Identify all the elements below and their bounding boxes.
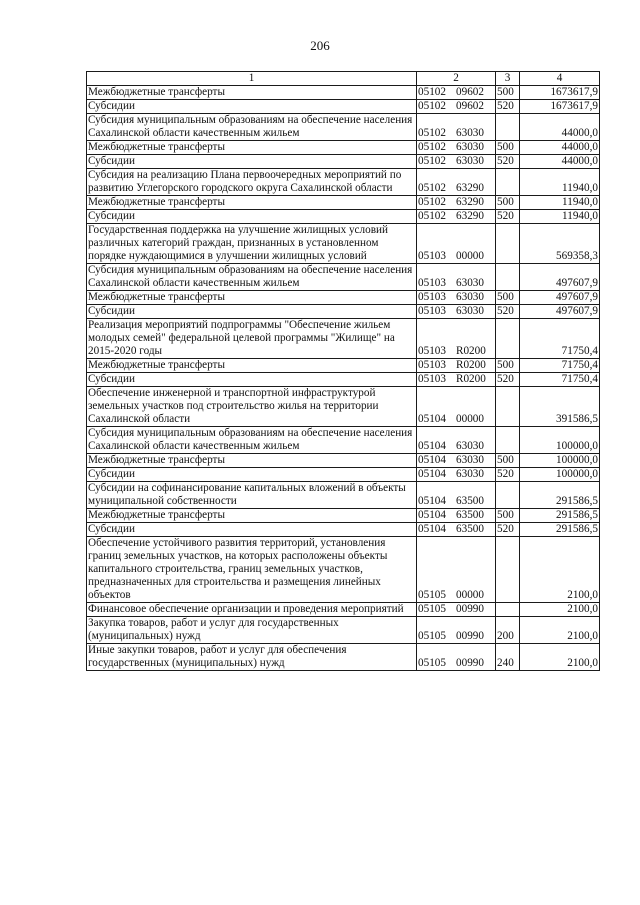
row-sum: 100000,0: [520, 468, 600, 482]
row-code-section: 05104: [418, 523, 446, 535]
row-code-section: 05104: [418, 495, 446, 507]
row-expense-type: 520: [496, 155, 520, 169]
row-code-section: 05102: [418, 86, 446, 98]
row-code-section: 05104: [418, 413, 446, 425]
row-expense-type: [496, 114, 520, 141]
table-row: [87, 196, 600, 210]
budget-table: [86, 71, 600, 671]
row-expense-type: [496, 537, 520, 603]
row-expense-type: 500: [496, 141, 520, 155]
row-code-article: 63030: [456, 127, 484, 139]
row-code: [417, 100, 496, 114]
row-expense-type: 520: [496, 373, 520, 387]
row-name: Межбюджетные трансферты: [87, 141, 417, 155]
row-expense-type: 500: [496, 359, 520, 373]
row-code-article: 00000: [456, 250, 484, 262]
row-code: [417, 427, 496, 454]
row-code: [417, 210, 496, 224]
row-code-section: 05105: [418, 589, 446, 601]
row-code: [417, 224, 496, 264]
row-code-article: 63500: [456, 509, 484, 521]
row-expense-type: [496, 319, 520, 359]
row-code: [417, 537, 496, 603]
table-row: [87, 387, 600, 427]
table-row: [87, 427, 600, 454]
row-code-article: 63030: [456, 141, 484, 153]
row-expense-type: 200: [496, 617, 520, 644]
row-code: [417, 387, 496, 427]
row-code: [417, 86, 496, 100]
table-row: [87, 537, 600, 603]
row-code-section: 05102: [418, 141, 446, 153]
row-expense-type: 520: [496, 468, 520, 482]
table-row: [87, 617, 600, 644]
table-row: [87, 644, 600, 671]
row-code: [417, 319, 496, 359]
row-sum: 497607,9: [520, 264, 600, 291]
row-code: [417, 291, 496, 305]
row-name: Субсидия муниципальным образованиям на обеспечение населения Сахалинской области качественным жильем: [87, 427, 417, 454]
row-name: Межбюджетные трансферты: [87, 509, 417, 523]
row-code: [417, 196, 496, 210]
row-code: [417, 454, 496, 468]
row-code-article: R0200: [456, 373, 486, 385]
row-code-article: 63290: [456, 182, 484, 194]
row-code-article: 00990: [456, 630, 484, 642]
row-name: Субсидии: [87, 155, 417, 169]
row-sum: 291586,5: [520, 482, 600, 509]
row-code-article: 63030: [456, 454, 484, 466]
header-col-name: 1: [87, 72, 417, 86]
row-code: [417, 523, 496, 537]
row-code-section: 05103: [418, 359, 446, 371]
row-name: Закупка товаров, работ и услуг для государственных (муниципальных) нужд: [87, 617, 417, 644]
table-row: [87, 319, 600, 359]
row-code: [417, 141, 496, 155]
row-expense-type: [496, 169, 520, 196]
table-row: [87, 291, 600, 305]
row-name: Иные закупки товаров, работ и услуг для обеспечения государственных (муниципальных) нужд: [87, 644, 417, 671]
row-code-article: R0200: [456, 359, 486, 371]
row-code-section: 05102: [418, 182, 446, 194]
row-code-article: 00990: [456, 603, 484, 615]
table-header-row: [87, 72, 600, 86]
row-name: Субсидии: [87, 373, 417, 387]
row-name: Межбюджетные трансферты: [87, 454, 417, 468]
row-sum: 71750,4: [520, 359, 600, 373]
row-code-article: 63030: [456, 291, 484, 303]
row-expense-type: [496, 224, 520, 264]
row-code-article: 63030: [456, 440, 484, 452]
table-row: [87, 482, 600, 509]
row-name: Межбюджетные трансферты: [87, 291, 417, 305]
row-sum: 44000,0: [520, 114, 600, 141]
row-sum: 71750,4: [520, 373, 600, 387]
row-expense-type: 500: [496, 291, 520, 305]
row-code-section: 05103: [418, 305, 446, 317]
row-name: Субсидии: [87, 100, 417, 114]
header-col-type: 3: [496, 72, 520, 86]
table-row: [87, 141, 600, 155]
row-sum: 11940,0: [520, 169, 600, 196]
row-code-section: 05103: [418, 277, 446, 289]
table-row: [87, 114, 600, 141]
row-name: Субсидии: [87, 210, 417, 224]
row-code-section: 05104: [418, 509, 446, 521]
table-row: [87, 468, 600, 482]
row-name: Субсидия на реализацию Плана первоочередных мероприятий по развитию Углегорского городского округа Сахалинской области: [87, 169, 417, 196]
row-code-article: 09602: [456, 86, 484, 98]
row-code: [417, 169, 496, 196]
row-sum: 2100,0: [520, 644, 600, 671]
header-col-sum: 4: [520, 72, 600, 86]
row-expense-type: [496, 427, 520, 454]
row-sum: 71750,4: [520, 319, 600, 359]
table-row: [87, 169, 600, 196]
table-row: [87, 86, 600, 100]
row-expense-type: 240: [496, 644, 520, 671]
table-row: [87, 373, 600, 387]
row-expense-type: 520: [496, 210, 520, 224]
table-row: [87, 359, 600, 373]
row-code: [417, 305, 496, 319]
table-row: [87, 210, 600, 224]
row-sum: 44000,0: [520, 141, 600, 155]
row-name: Обеспечение устойчивого развития территорий, установления границ земельных участков, на которых расположены объекты капитального строительства, границ земельных участков, предназначенных для строительства и размещения линейных объектов: [87, 537, 417, 603]
row-code: [417, 155, 496, 169]
row-name: Межбюджетные трансферты: [87, 196, 417, 210]
row-sum: 11940,0: [520, 196, 600, 210]
row-sum: 497607,9: [520, 305, 600, 319]
row-name: Межбюджетные трансферты: [87, 86, 417, 100]
row-expense-type: [496, 603, 520, 617]
table-row: [87, 305, 600, 319]
row-code-article: 00000: [456, 413, 484, 425]
row-code-section: 05103: [418, 345, 446, 357]
row-code-section: 05105: [418, 603, 446, 615]
page-number: 206: [310, 38, 330, 53]
row-code-article: 63290: [456, 196, 484, 208]
row-sum: 2100,0: [520, 603, 600, 617]
row-sum: 2100,0: [520, 537, 600, 603]
row-code: [417, 264, 496, 291]
table-row: [87, 523, 600, 537]
table-row: [87, 603, 600, 617]
row-code-article: 00000: [456, 589, 484, 601]
row-expense-type: [496, 264, 520, 291]
row-code-section: 05104: [418, 454, 446, 466]
row-sum: 11940,0: [520, 210, 600, 224]
table-row: [87, 224, 600, 264]
row-sum: 2100,0: [520, 617, 600, 644]
row-code-article: 63500: [456, 495, 484, 507]
row-sum: 497607,9: [520, 291, 600, 305]
row-code: [417, 114, 496, 141]
row-sum: 391586,5: [520, 387, 600, 427]
row-name: Финансовое обеспечение организации и проведения мероприятий: [87, 603, 417, 617]
row-code: [417, 617, 496, 644]
row-expense-type: 500: [496, 196, 520, 210]
row-code-article: 63030: [456, 305, 484, 317]
row-code: [417, 603, 496, 617]
row-code-section: 05104: [418, 440, 446, 452]
table-row: [87, 509, 600, 523]
table-row: [87, 264, 600, 291]
row-name: Государственная поддержка на улучшение жилищных условий различных категорий граждан, признанных в установленном порядке нуждающимися в улучшении жилищных условий: [87, 224, 417, 264]
row-code-article: 63030: [456, 468, 484, 480]
row-code: [417, 359, 496, 373]
row-sum: 1673617,9: [520, 100, 600, 114]
row-code-section: 05102: [418, 210, 446, 222]
row-code: [417, 482, 496, 509]
row-sum: 569358,3: [520, 224, 600, 264]
row-code-section: 05102: [418, 100, 446, 112]
table-row: [87, 155, 600, 169]
table-row: [87, 100, 600, 114]
row-name: Субсидия муниципальным образованиям на обеспечение населения Сахалинской области качественным жильем: [87, 264, 417, 291]
row-name: Субсидии: [87, 523, 417, 537]
row-sum: 1673617,9: [520, 86, 600, 100]
row-name: Межбюджетные трансферты: [87, 359, 417, 373]
table-body: [87, 86, 600, 671]
row-expense-type: 500: [496, 86, 520, 100]
row-code-article: 00990: [456, 657, 484, 669]
row-code: [417, 644, 496, 671]
row-sum: 291586,5: [520, 509, 600, 523]
row-sum: 291586,5: [520, 523, 600, 537]
row-code: [417, 509, 496, 523]
row-name: Обеспечение инженерной и транспортной инфраструктурой земельных участков под строительство жилья на территории Сахалинской области: [87, 387, 417, 427]
row-code-article: 63500: [456, 523, 484, 535]
row-code-article: 09602: [456, 100, 484, 112]
row-code: [417, 468, 496, 482]
row-code-section: 05103: [418, 250, 446, 262]
row-expense-type: [496, 482, 520, 509]
row-name: Субсидии на софинансирование капитальных вложений в объекты муниципальной собственности: [87, 482, 417, 509]
row-code-article: 63030: [456, 155, 484, 167]
row-code-section: 05104: [418, 468, 446, 480]
row-code-article: 63030: [456, 277, 484, 289]
row-sum: 44000,0: [520, 155, 600, 169]
row-expense-type: 520: [496, 100, 520, 114]
table-row: [87, 454, 600, 468]
row-code-section: 05102: [418, 127, 446, 139]
row-name: Субсидии: [87, 305, 417, 319]
row-sum: 100000,0: [520, 454, 600, 468]
row-expense-type: 500: [496, 509, 520, 523]
row-expense-type: 520: [496, 523, 520, 537]
row-name: Реализация мероприятий подпрограммы "Обеспечение жильем молодых семей" федеральной целевой программы "Жилище" на 2015-2020 годы: [87, 319, 417, 359]
row-code-article: R0200: [456, 345, 486, 357]
row-sum: 100000,0: [520, 427, 600, 454]
row-name: Субсидия муниципальным образованиям на обеспечение населения Сахалинской области качественным жильем: [87, 114, 417, 141]
header-col-code: 2: [417, 72, 496, 86]
row-expense-type: 500: [496, 454, 520, 468]
row-expense-type: 520: [496, 305, 520, 319]
row-code-section: 05103: [418, 373, 446, 385]
row-name: Субсидии: [87, 468, 417, 482]
row-code-section: 05105: [418, 630, 446, 642]
row-expense-type: [496, 387, 520, 427]
row-code-article: 63290: [456, 210, 484, 222]
row-code-section: 05103: [418, 291, 446, 303]
row-code-section: 05102: [418, 196, 446, 208]
row-code: [417, 373, 496, 387]
row-code-section: 05102: [418, 155, 446, 167]
row-code-section: 05105: [418, 657, 446, 669]
